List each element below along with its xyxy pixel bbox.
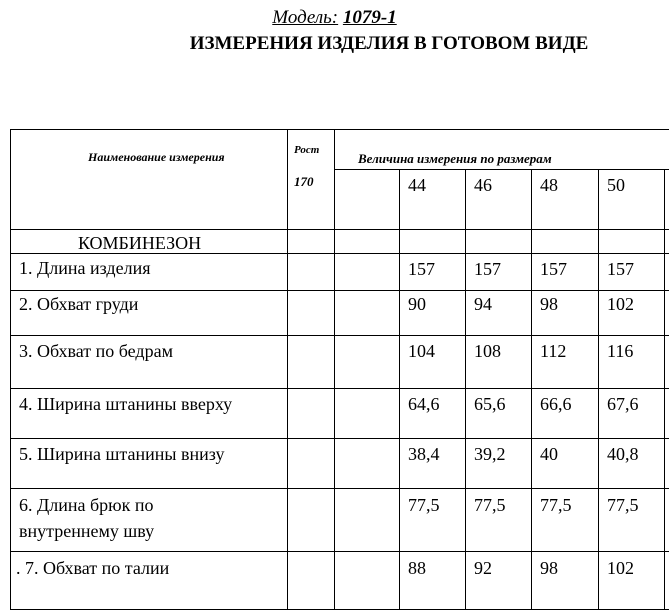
size-header: 46 <box>474 175 492 195</box>
row-value: 112 <box>540 341 567 361</box>
page-title: ИЗМЕРЕНИЯ ИЗДЕЛИЯ В ГОТОВОМ ВИДЕ <box>189 33 589 54</box>
row-value: 90 <box>408 294 426 314</box>
row-value: 38,4 <box>408 444 440 464</box>
row-value: 77,5 <box>474 495 506 515</box>
row-value: 104 <box>408 341 435 361</box>
table-line <box>10 488 669 489</box>
row-value: 92 <box>474 558 492 578</box>
table-line <box>10 129 669 130</box>
model-number: 1079-1 <box>342 7 397 28</box>
row-value: 98 <box>540 294 558 314</box>
table-line <box>10 438 669 439</box>
row-value: 40 <box>540 444 558 464</box>
row-name: 4. Ширина штанины вверху <box>19 394 233 414</box>
row-value: 157 <box>607 259 634 279</box>
row-value: 77,5 <box>408 495 440 515</box>
row-value: 98 <box>540 558 558 578</box>
table-line <box>598 169 599 610</box>
table-line <box>531 169 532 610</box>
header-sizes-label: Величина измерения по размерам <box>358 151 552 166</box>
model-label: Модель: <box>272 7 339 28</box>
header-height-label: Рост <box>294 144 320 156</box>
row-value: 77,5 <box>540 495 572 515</box>
row-value: 39,2 <box>474 444 506 464</box>
row-value: 157 <box>408 259 435 279</box>
table-line <box>10 551 669 552</box>
row-name: 2. Обхват груди <box>19 294 139 314</box>
header-height-value: 170 <box>294 174 314 189</box>
row-value: 40,8 <box>607 444 639 464</box>
size-header: 48 <box>540 175 558 195</box>
row-name: 3. Обхват по бедрам <box>19 341 173 361</box>
size-header: 44 <box>408 175 426 195</box>
row-value: 157 <box>474 259 501 279</box>
row-name: . 7. Обхват по талии <box>16 558 170 578</box>
row-value: 116 <box>607 341 634 361</box>
row-value: 94 <box>474 294 492 314</box>
section-title: КОМБИНЕЗОН <box>78 233 202 253</box>
table-line <box>10 609 669 610</box>
row-value: 88 <box>408 558 426 578</box>
row-value: 102 <box>607 294 634 314</box>
row-name-continuation: внутреннему шву <box>19 521 155 541</box>
header-measurement-name: Наименование измерения <box>88 150 225 164</box>
table-line <box>465 169 466 610</box>
table-line <box>10 335 669 336</box>
model-line <box>0 7 669 29</box>
row-value: 66,6 <box>540 394 572 414</box>
row-name: 6. Длина брюк по <box>19 495 154 515</box>
table-line <box>10 129 11 610</box>
row-value: 102 <box>607 558 634 578</box>
table-line <box>399 169 400 610</box>
table-line <box>664 169 665 610</box>
row-value: 64,6 <box>408 394 440 414</box>
table-line <box>334 129 335 610</box>
row-value: 65,6 <box>474 394 506 414</box>
row-value: 77,5 <box>607 495 639 515</box>
row-value: 108 <box>474 341 501 361</box>
row-name: 5. Ширина штанины внизу <box>19 444 225 464</box>
table-line <box>287 129 288 610</box>
row-value: 67,6 <box>607 394 639 414</box>
row-value: 157 <box>540 259 567 279</box>
size-header: 50 <box>607 175 625 195</box>
table-line <box>334 169 669 170</box>
row-name: 1. Длина изделия <box>19 258 151 278</box>
table-line <box>10 388 669 389</box>
